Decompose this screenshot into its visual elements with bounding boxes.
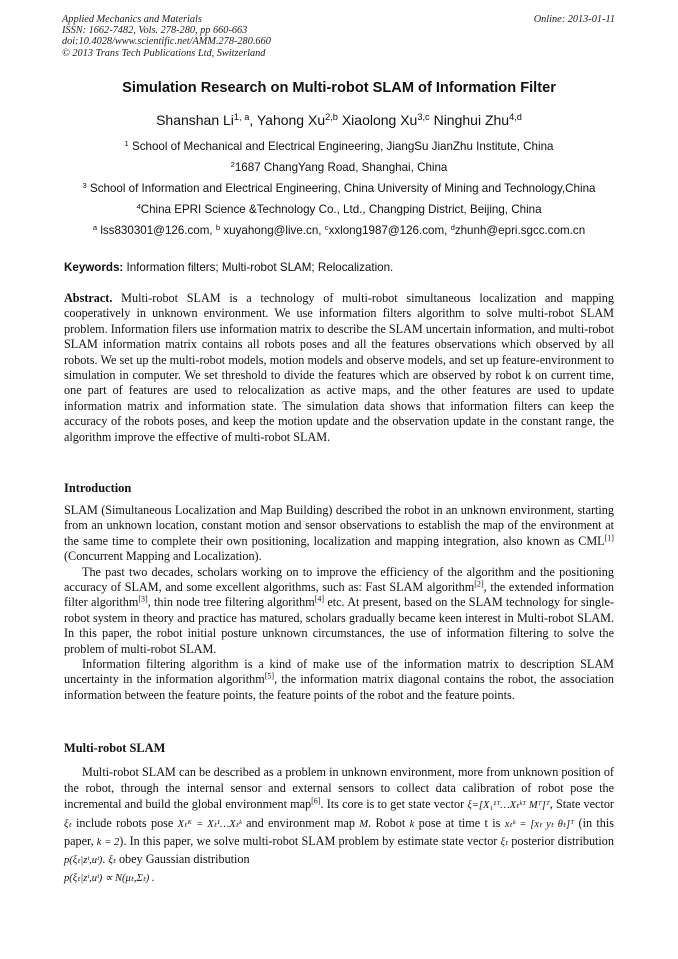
paragraph bbox=[64, 565, 614, 657]
copyright-line: © 2013 Trans Tech Publications Ltd, Switzerland bbox=[62, 47, 266, 59]
paragraph bbox=[64, 657, 614, 703]
math-expression: ξ=[X₁¹ᵀ…Xₜᵏᵀ Mᵀ]ᵀ bbox=[467, 800, 550, 812]
text-run: . Its core is to get state vector bbox=[320, 797, 468, 812]
paragraph bbox=[64, 764, 614, 869]
citation[interactable]: [6] bbox=[311, 796, 321, 806]
affiliation-sup: 2 bbox=[230, 159, 235, 169]
email-sup: b bbox=[215, 222, 221, 232]
text-run: posterior distribution bbox=[508, 833, 614, 848]
math-expression: M bbox=[359, 818, 369, 830]
author-name: Xiaolong Xu bbox=[341, 112, 418, 128]
email[interactable]: xuyahong@live.cn, bbox=[223, 224, 322, 237]
section-heading-multirobot-slam: Multi-robot SLAM bbox=[64, 741, 166, 755]
doi-line: doi:10.4028/www.scientific.net/AMM.278-280.660 bbox=[62, 36, 271, 48]
affiliation-sup: 4 bbox=[136, 201, 141, 211]
text-run: , State vector bbox=[549, 797, 614, 812]
introduction-body bbox=[64, 503, 614, 703]
keywords-label: Keywords: bbox=[64, 261, 124, 274]
email[interactable]: lss830301@126.com, bbox=[100, 224, 213, 237]
author-list: Shanshan Li$^{1, a}$, Yahong Xu$^{2,b}$ Xiaolong Xu$^{3,c}$ Ninghui Zhu$^{4,d}$ bbox=[156, 111, 522, 128]
text-run: . Robot bbox=[368, 815, 410, 830]
author-sup: 4,d bbox=[509, 111, 522, 122]
keywords-text: Information filters; Multi-robot SLAM; Relocalization. bbox=[126, 261, 394, 274]
paper-title: Simulation Research on Multi-robot SLAM of Information Filter bbox=[122, 80, 556, 96]
affiliation-text: 1687 ChangYang Road, Shanghai, China bbox=[234, 161, 448, 174]
text-run: (in this paper, bbox=[64, 815, 615, 848]
author-name: Yahong Xu bbox=[256, 112, 326, 128]
math-expression: Xₜᴷ = Xₜ¹…Xₜᵏ bbox=[177, 818, 242, 830]
math-expression: xₜᵏ = [xₜ yₜ θₜ]ᵀ bbox=[504, 818, 575, 830]
affiliation-sup: 3 bbox=[82, 180, 87, 190]
affiliation-sup: 1 bbox=[124, 138, 129, 148]
email-sup: c bbox=[324, 222, 329, 232]
text-run: ). In this paper, we solve multi-robot SLAM problem by estimate state vector bbox=[119, 833, 501, 848]
email[interactable]: zhunh@epri.sgcc.com.cn bbox=[454, 224, 586, 237]
author-sup: 3,c bbox=[417, 111, 430, 122]
affiliation bbox=[40, 140, 638, 153]
text-run: The past two decades, scholars working on to improve the efficiency of the algorithm and the positioning accuracy of SLAM, and some excellent algorithms, such as: Fast SLAM algorithm bbox=[64, 564, 614, 595]
text-run: . bbox=[102, 852, 109, 867]
equation bbox=[64, 869, 614, 887]
email[interactable]: xxlong1987@126.com, bbox=[328, 224, 448, 237]
text-run: , thin node tree filtering algorithm bbox=[147, 595, 315, 610]
keywords bbox=[64, 261, 614, 274]
text-run: etc. At present, based on the SLAM technology for single-robot system in theory and practice has matured, scholars gradually became keen interest in Multi-robot SLAM. In this paper, the robot initial posture unknown circumstances, the use of information filtering to solve the problem of multi-robot SLAM. bbox=[64, 595, 614, 656]
email-list bbox=[40, 224, 638, 237]
citation[interactable]: [5] bbox=[264, 672, 275, 682]
math-expression: ξₜ bbox=[500, 836, 509, 848]
citation[interactable]: [1] bbox=[604, 533, 614, 543]
journal-name: Applied Mechanics and Materials bbox=[62, 14, 202, 25]
text-run: include robots pose bbox=[71, 815, 178, 830]
math-expression: p(ξₜ|zᵗ,uᵗ) ∝ N(μₜ,Σₜ) . bbox=[64, 873, 155, 885]
affiliation bbox=[30, 182, 648, 195]
online-date: Online: 2013-01-11 bbox=[533, 14, 615, 25]
section-heading-introduction: Introduction bbox=[64, 481, 132, 495]
affiliation bbox=[40, 161, 638, 174]
author-sup: 1, a bbox=[233, 111, 250, 122]
math-expression: p(ξₜ|zᵗ,uᵗ) bbox=[64, 855, 103, 867]
math-expression: ξₜ bbox=[64, 818, 72, 830]
abstract-label: Abstract. bbox=[64, 291, 113, 305]
text-run: and environment map bbox=[241, 815, 360, 830]
math-expression: k = 2 bbox=[96, 836, 120, 848]
affiliation-text: School of Information and Electrical Engineering, China University of Mining and Technology,China bbox=[90, 182, 596, 195]
affiliation-text: School of Mechanical and Electrical Engineering, JiangSu JianZhu Institute, China bbox=[131, 140, 554, 153]
text-run: , the extended information filter algorithm bbox=[64, 580, 615, 610]
affiliation bbox=[40, 203, 638, 216]
text-run: (Concurrent Mapping and Localization). bbox=[64, 549, 262, 564]
email-sup: d bbox=[450, 222, 455, 232]
author-sup: 2,b bbox=[325, 111, 338, 122]
issn-line: ISSN: 1662-7482, Vols. 278-280, pp 660-663 bbox=[62, 25, 248, 37]
text-run: Information filtering algorithm is a kind of make use of the information matrix to description SLAM uncertainty in the information algorithm bbox=[64, 657, 614, 687]
affiliation-text: China EPRI Science &Technology Co., Ltd., Changping District, Beijing, China bbox=[140, 203, 542, 216]
paragraph bbox=[64, 503, 614, 565]
email-sup: a bbox=[92, 222, 98, 232]
multirobot-body bbox=[64, 764, 614, 887]
text-run: obey Gaussian distribution bbox=[115, 852, 250, 867]
author-name: Shanshan Li bbox=[156, 112, 234, 128]
text-run: pose at time t is bbox=[414, 815, 505, 830]
abstract-text: Multi-robot SLAM is a technology of multi-robot simultaneous localization and mapping cooperatively in unknown environment. We use information filters algorithm to solve multi-robot SLAM problem. Information filers use information matrix to describe the SLAM uncertain information, and multi-robot SLAM information matrix contains all robots poses and all the features observations which observed by all robots. We set up the multi-robot models, motion models and observe models, and set up feature-environment to simulation in computer. We set threshold to divide the features which are observed by robot k on current time, one part of features are used to relocalization as active maps, and the other features are used to update information matrix and information state. The simulation data shows that information filters can keep the accuracy of the robots poses, and keep the motion update and the observation update in the constant range, the algorithm improve the effective of multi-robot SLAM. bbox=[64, 291, 614, 444]
text-run: Multi-robot SLAM can be described as a problem in unknown environment, more from unknown position of the robot, through the internal sensor and external sensors to collect data calibration of robot pose the incremental and build the global environment map bbox=[64, 765, 614, 812]
text-run: SLAM (Simultaneous Localization and Map Building) described the robot in an unknown environment, starting from an unknown location, constant motion and sensor observations to establish the map of the environment at the same time to complete their own positioning, localization and mapping integration, also known as CML bbox=[64, 503, 614, 548]
abstract bbox=[64, 291, 614, 445]
math-expression: k bbox=[409, 818, 415, 830]
math-expression: ξₜ bbox=[108, 855, 116, 867]
citation[interactable]: [2] bbox=[474, 579, 484, 589]
citation[interactable]: [4] bbox=[314, 595, 325, 605]
author-name: Ninghui Zhu bbox=[433, 112, 510, 128]
citation[interactable]: [3] bbox=[138, 595, 148, 605]
text-run: , the information matrix diagonal contains the robot, the association information between the feature points, the feature points of the robot and the feature points. bbox=[64, 672, 614, 702]
